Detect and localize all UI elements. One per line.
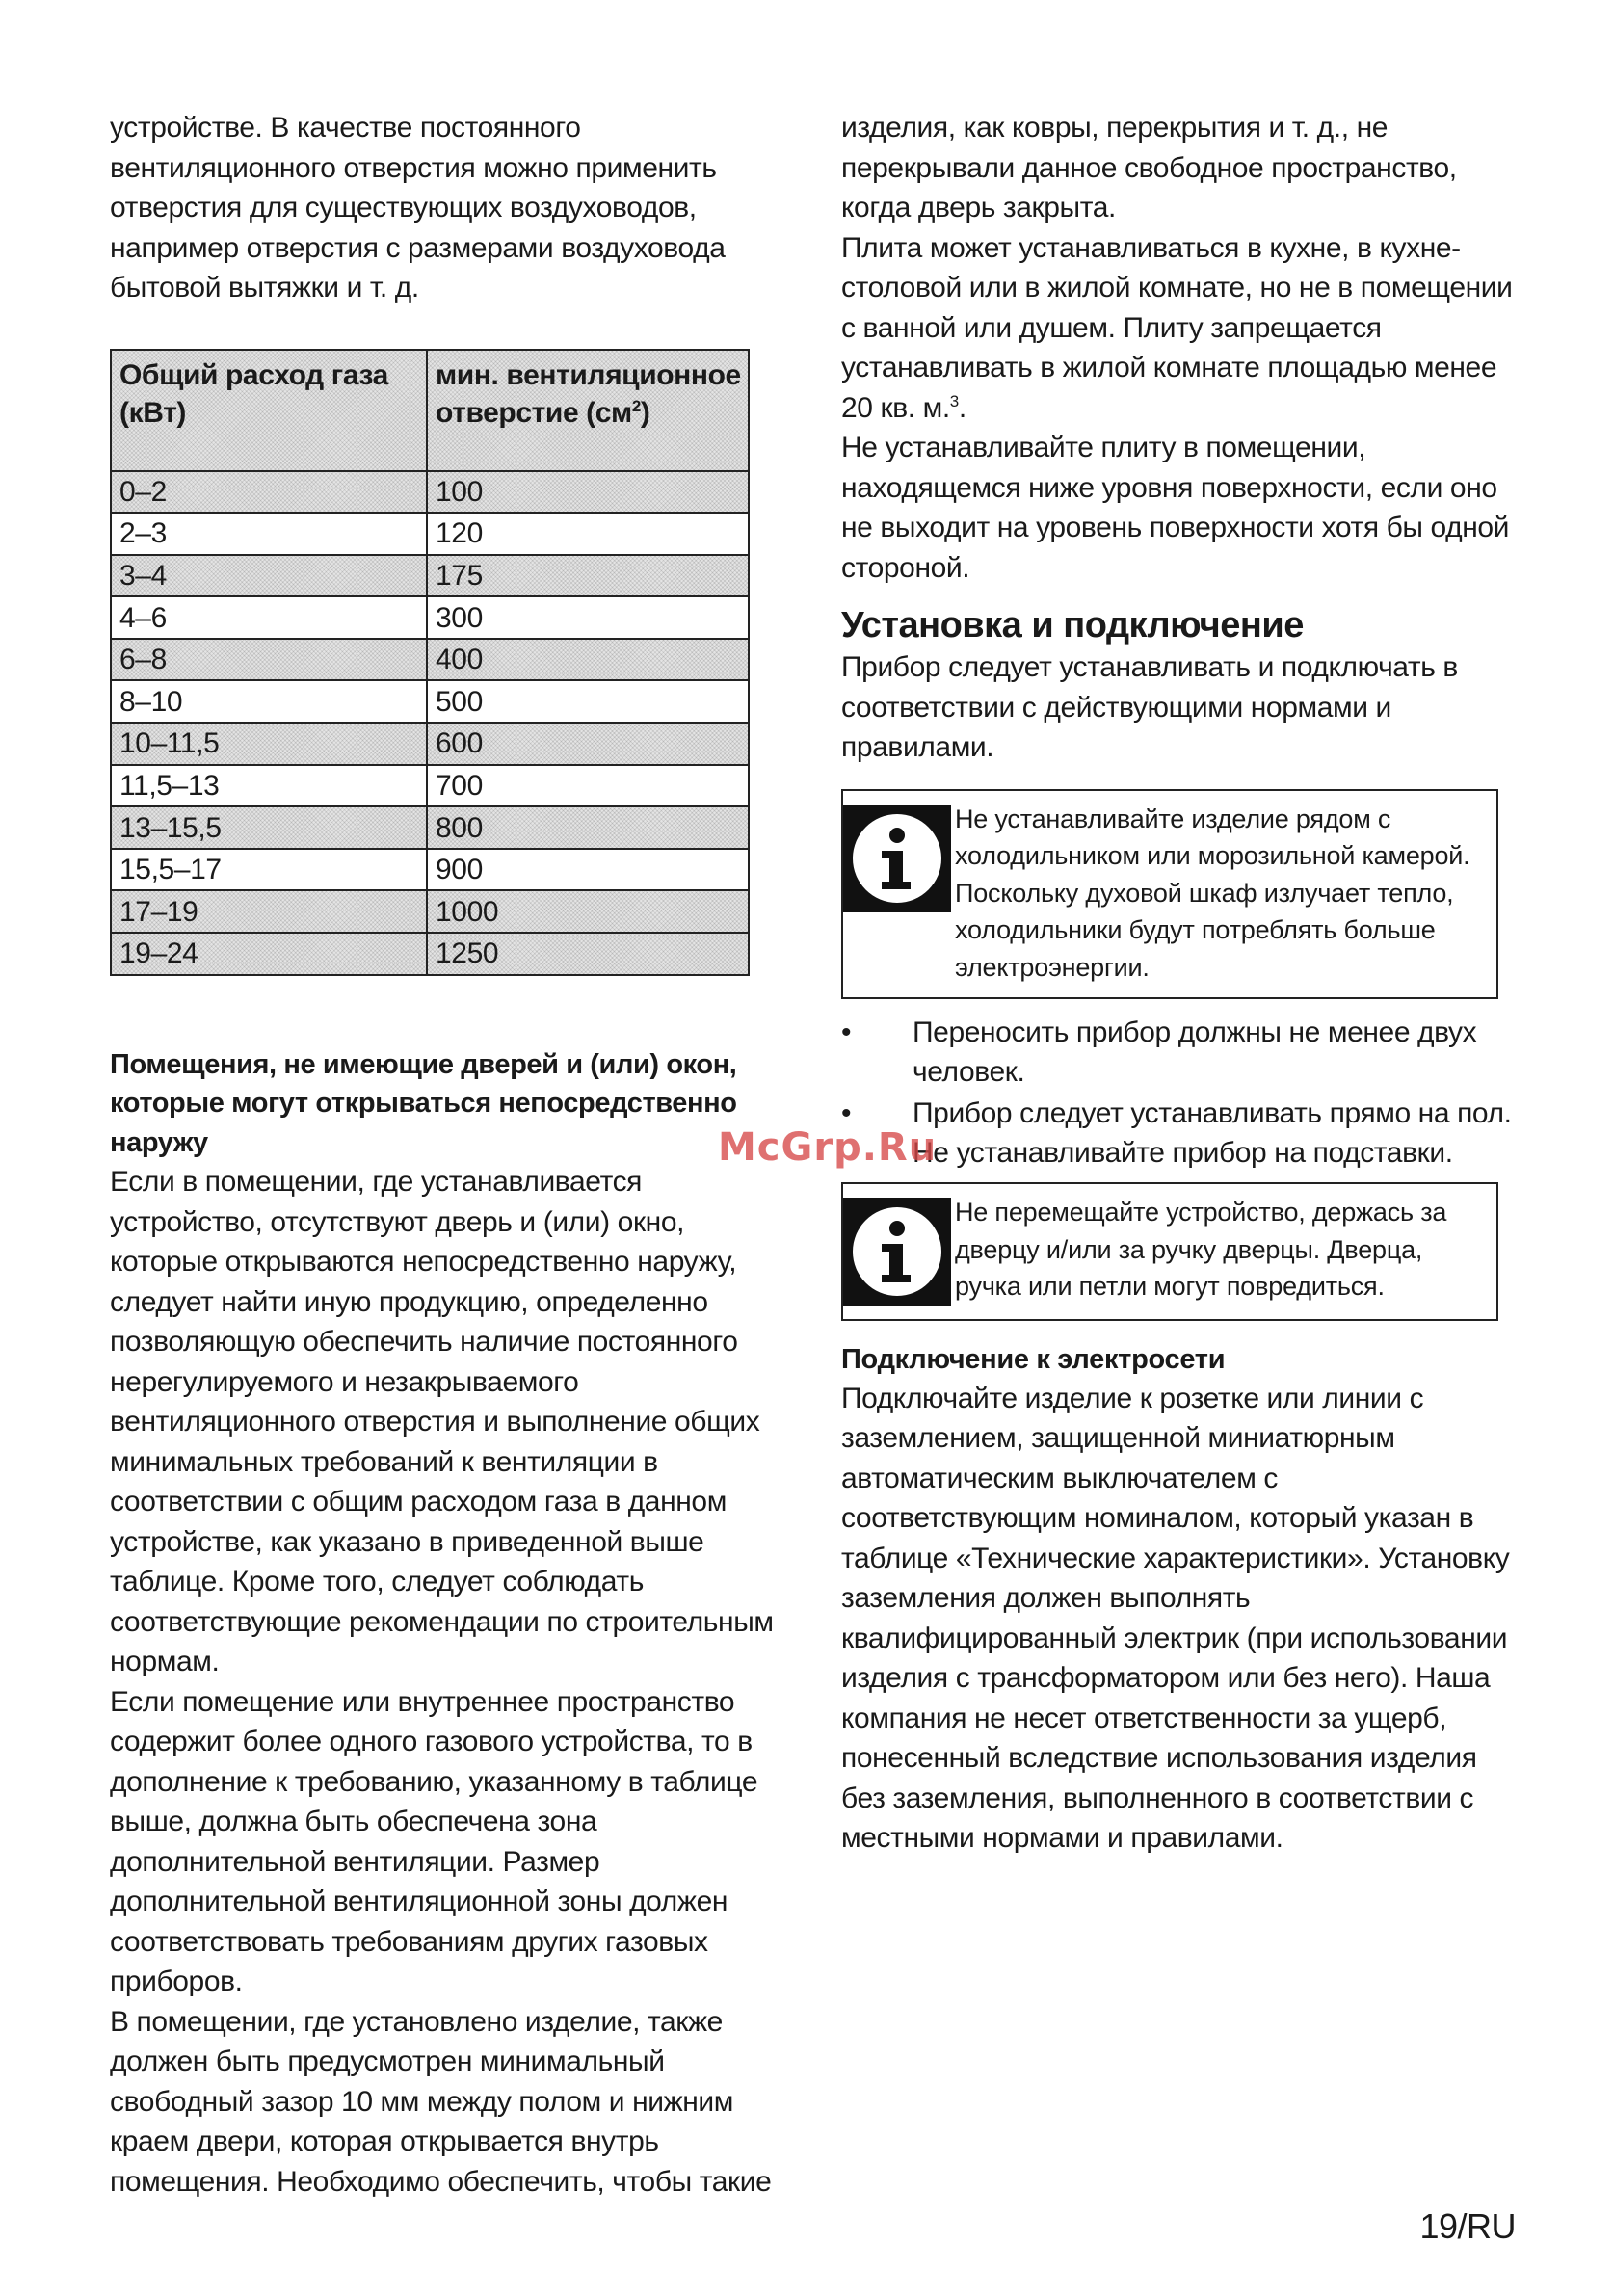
info-note-refrigerator bbox=[841, 789, 1498, 1000]
header-gas-consumption: Общий расход газа (кВт) bbox=[111, 350, 427, 471]
table-row bbox=[111, 639, 749, 681]
table-cell-gas: 19–24 bbox=[111, 933, 427, 975]
table-cell-gas: 13–15,5 bbox=[111, 806, 427, 849]
table-header-row bbox=[111, 350, 749, 471]
paragraph-kitchen: Плита может устанавливаться в кухне, в кухне-столовой или в жилой комнате, но не в помещении с ванной или душем. Плиту запрещается устанавливать в жилой комнате площадью менее 20 кв. м.$^3$. bbox=[841, 231, 1513, 424]
table-cell-gas: 15,5–17 bbox=[111, 849, 427, 891]
table-cell-vent: 300 bbox=[427, 596, 749, 639]
table-cell-gas: 4–6 bbox=[111, 596, 427, 639]
table-cell-gas: 11,5–13 bbox=[111, 765, 427, 807]
paragraph-door-gap: В помещении, где установлено изделие, также должен быть предусмотрен минимальный свободный зазор 10 мм между полом и нижним краем двери, которая открывается внутрь помещения. Необходимо обеспечить, чтобы такие bbox=[110, 2005, 772, 2198]
paragraph-power-connection: Подключайте изделие к розетке или линии с заземлением, защищенной миниатюрным автоматическим выключателем с соответствующим номиналом, который указан в таблице «Технические характеристики». Установку заземления должен выполнять квалифицированный электрик (при использовании изделия с трансформатором или без него). Наша компания не несет ответственности за ущерб, понесенный вследствие использования изделия без заземления, выполненного в соответствии с местными нормами и правилами. bbox=[841, 1382, 1510, 1854]
list-item: • Переносить прибор должны не менее двух человек. bbox=[841, 1013, 1516, 1092]
bullet-icon: • bbox=[841, 1016, 852, 1048]
table-cell-gas: 0–2 bbox=[111, 471, 427, 514]
table-cell-vent: 120 bbox=[427, 513, 749, 555]
table-row bbox=[111, 513, 749, 555]
heading-installation: Установка и подключение bbox=[841, 605, 1304, 646]
paragraph-continued: изделия, как ковры, перекрытия и т. д., не перекрывали данное свободное пространство, когда дверь закрыта. bbox=[841, 112, 1457, 224]
table-cell-vent: 700 bbox=[427, 765, 749, 807]
paragraph-multiple-devices: Если помещение или внутреннее пространство содержит более одного газового устройства, то в дополнение к требованию, указанному в таблице выше, должна быть обеспечена зона дополнительной вентиляции. Размер дополнительной вентиляционной зоны должен соответствовать требованиям других газовых приборов. bbox=[110, 1685, 758, 1998]
table-cell-vent: 400 bbox=[427, 639, 749, 681]
paragraph-installation: Прибор следует устанавливать и подключать в соответствии с действующими нормами и правилами. bbox=[841, 651, 1458, 763]
list-item: • Прибор следует устанавливать прямо на пол. Не устанавливайте прибор на подставки. bbox=[841, 1094, 1516, 1173]
table-cell-vent: 600 bbox=[427, 723, 749, 765]
table-row bbox=[111, 806, 749, 849]
header-vent-opening: мин. вентиляционное отверстие $(см^2)$ bbox=[427, 350, 749, 471]
section-heading-no-doors: Помещения, не имеющие дверей и (или) окон, которые могут открываться непосредственно наружу bbox=[110, 1048, 737, 1158]
info-icon bbox=[843, 805, 951, 912]
table-row bbox=[111, 471, 749, 514]
paragraph-below-ground: Не устанавливайте плиту в помещении, находящемся ниже уровня поверхности, если оно не выходит на уровень поверхности хотя бы одной стороной. bbox=[841, 432, 1510, 584]
note-text: Не устанавливайте изделие рядом с холодильником или морозильной камерой. Поскольку духовой шкаф излучает тепло, холодильники будут потреблять больше электроэнергии. bbox=[955, 804, 1470, 982]
right-column bbox=[841, 108, 1516, 1859]
subheading-power-connection: Подключение к электросети bbox=[841, 1343, 1226, 1375]
table-cell-vent: 1000 bbox=[427, 890, 749, 933]
table-cell-gas: 17–19 bbox=[111, 890, 427, 933]
table-row bbox=[111, 723, 749, 765]
table-cell-gas: 10–11,5 bbox=[111, 723, 427, 765]
table-cell-gas: 2–3 bbox=[111, 513, 427, 555]
table-cell-gas: 6–8 bbox=[111, 639, 427, 681]
table-cell-vent: 500 bbox=[427, 680, 749, 723]
table-row bbox=[111, 680, 749, 723]
info-note-door bbox=[841, 1182, 1498, 1321]
table-row bbox=[111, 890, 749, 933]
table-cell-vent: 900 bbox=[427, 849, 749, 891]
page-number: 19/RU bbox=[1419, 2206, 1516, 2246]
table-cell-gas: 8–10 bbox=[111, 680, 427, 723]
table-cell-vent: 175 bbox=[427, 555, 749, 597]
ventilation-table bbox=[110, 349, 750, 976]
table-row bbox=[111, 933, 749, 975]
note-text: Не перемещайте устройство, держась за дверцу и/или за ручку дверцы. Дверца, ручка или петли могут повредиться. bbox=[955, 1198, 1447, 1301]
table-cell-vent: 100 bbox=[427, 471, 749, 514]
watermark: McGrp.Ru bbox=[718, 1125, 938, 1170]
intro-text: устройстве. В качестве постоянного вентиляционного отверстия можно применить отверстия для существующих воздуховодов, например отверстия с размерами воздуховода бытовой вытяжки и т. д. bbox=[110, 112, 726, 303]
table-cell-gas: 3–4 bbox=[111, 555, 427, 597]
table-row bbox=[111, 596, 749, 639]
bullet-icon: • bbox=[841, 1097, 852, 1129]
table-cell-vent: 800 bbox=[427, 806, 749, 849]
info-icon bbox=[843, 1198, 951, 1306]
bullet-list bbox=[841, 1013, 1516, 1173]
left-column bbox=[110, 108, 796, 2202]
table-cell-vent: 1250 bbox=[427, 933, 749, 975]
table-row bbox=[111, 765, 749, 807]
table-row bbox=[111, 849, 749, 891]
paragraph-no-doors: Если в помещении, где устанавливается устройство, отсутствуют дверь и (или) окно, которые открываются непосредственно наружу, следует найти иную продукцию, определенно позволяющую обеспечить наличие постоянного нерегулируемого и незакрываемого вентиляционного отверстия и выполнение общих минимальных требований к вентиляции в соответствии с общим расходом газа в данном устройстве, как указано в приведенной выше таблице. Кроме того, следует соблюдать соответствующие рекомендации по строительным нормам. bbox=[110, 1166, 774, 1678]
table-row bbox=[111, 555, 749, 597]
